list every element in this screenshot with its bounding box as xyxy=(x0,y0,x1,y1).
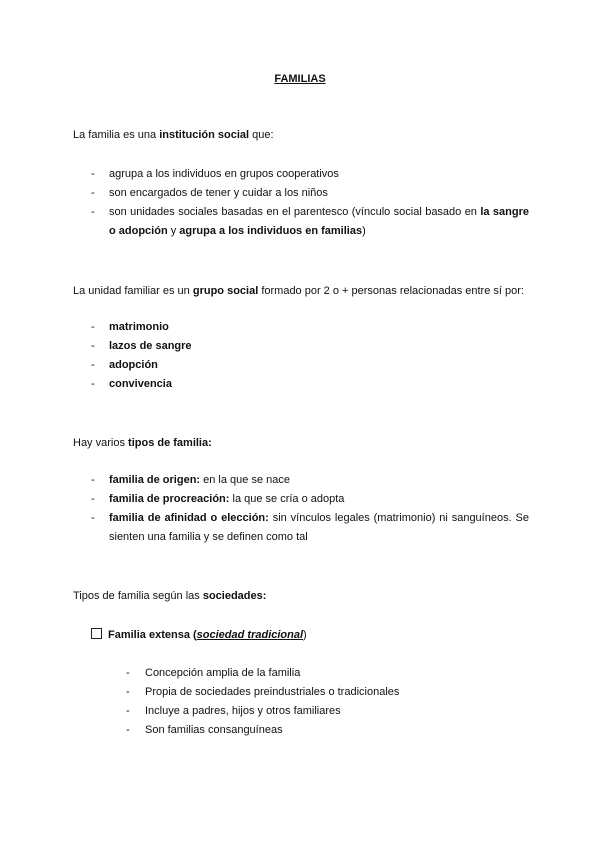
list-item-text: y xyxy=(167,225,180,237)
list-item xyxy=(91,165,529,184)
list-item-bold: la sangre o adopción xyxy=(109,206,529,237)
list-item xyxy=(91,356,529,375)
list-item xyxy=(91,490,529,509)
section1-list xyxy=(91,165,529,241)
intro-bold: grupo social xyxy=(192,285,259,297)
list-item xyxy=(126,721,525,740)
list-item-text: Propia de sociedades preindustriales o tradicionales xyxy=(145,686,400,698)
bullet: - xyxy=(91,359,95,371)
list-item xyxy=(126,702,525,721)
intro-text: La familia es una xyxy=(73,129,160,141)
intro-bold: sociedades: xyxy=(202,590,267,602)
list-item-text: Concepción amplia de la familia xyxy=(145,667,301,679)
intro-text: Tipos de familia según las xyxy=(73,590,203,602)
intro-text-end: formado por 2 o + personas relacionadas entre sí por: xyxy=(258,285,524,297)
list-item xyxy=(91,471,529,490)
list-item-text: agrupa a los individuos en grupos cooperativos xyxy=(109,168,339,180)
list-item-bold: familia de afinidad o elección: xyxy=(109,512,269,524)
bullet: - xyxy=(91,321,95,333)
checkbox-icon xyxy=(91,628,102,639)
bullet: - xyxy=(91,512,95,524)
bullet: - xyxy=(126,667,130,679)
list-item-bold: familia de origen: xyxy=(109,474,201,486)
section1-intro xyxy=(73,128,533,142)
list-item xyxy=(91,203,529,241)
bullet: - xyxy=(91,206,95,218)
intro-text-end: que: xyxy=(249,129,274,141)
list-item xyxy=(126,683,525,702)
society-label: sociedad tradicional xyxy=(196,629,304,641)
intro-text: Hay varios xyxy=(73,437,129,449)
list-item xyxy=(91,184,529,203)
intro-text: La unidad familiar es un xyxy=(73,285,193,297)
bullet: - xyxy=(91,493,95,505)
intro-bold: institución social xyxy=(159,129,250,141)
bullet: - xyxy=(91,340,95,352)
section4-list xyxy=(126,664,525,740)
bullet: - xyxy=(126,724,130,736)
list-item-text: convivencia xyxy=(109,378,172,390)
section2-intro xyxy=(73,284,533,298)
list-item xyxy=(91,318,529,337)
list-item-text: matrimonio xyxy=(109,321,169,333)
bullet: - xyxy=(91,378,95,390)
list-item-bold: agrupa a los individuos en familias xyxy=(179,225,363,237)
section4-intro xyxy=(73,589,533,603)
paren-close: ) xyxy=(303,629,307,641)
bullet: - xyxy=(91,187,95,199)
bullet: - xyxy=(91,474,95,486)
bullet: - xyxy=(126,705,130,717)
checkbox-item xyxy=(91,627,307,643)
list-item xyxy=(91,509,529,547)
list-item-text: en la que se nace xyxy=(200,474,290,486)
list-item-text: ) xyxy=(362,225,366,237)
list-item-text: lazos de sangre xyxy=(109,340,192,352)
list-item-text: adopción xyxy=(109,359,158,371)
list-item xyxy=(91,375,529,394)
intro-bold: tipos de familia: xyxy=(128,437,212,449)
checkbox-label: Familia extensa xyxy=(108,629,193,641)
list-item-text: Son familias consanguíneas xyxy=(145,724,283,736)
list-item-text: Incluye a padres, hijos y otros familiares xyxy=(145,705,341,717)
bullet: - xyxy=(126,686,130,698)
page-title: FAMILIAS xyxy=(274,73,326,85)
list-item-text: la que se cría o adopta xyxy=(229,493,345,505)
list-item-text: son unidades sociales basadas en el parentesco (vínculo social basado en xyxy=(109,206,481,218)
section2-list xyxy=(91,318,529,394)
list-item-text: sin vínculos legales (matrimonio) ni sanguíneos. Se sienten una familia y se definen como tal xyxy=(109,512,529,543)
section3-list xyxy=(91,471,529,547)
bullet: - xyxy=(91,168,95,180)
list-item-bold: familia de procreación: xyxy=(109,493,230,505)
section3-intro xyxy=(73,436,533,450)
list-item xyxy=(126,664,525,683)
list-item xyxy=(91,337,529,356)
list-item-text: son encargados de tener y cuidar a los niños xyxy=(109,187,328,199)
paren-open: ( xyxy=(193,629,197,641)
